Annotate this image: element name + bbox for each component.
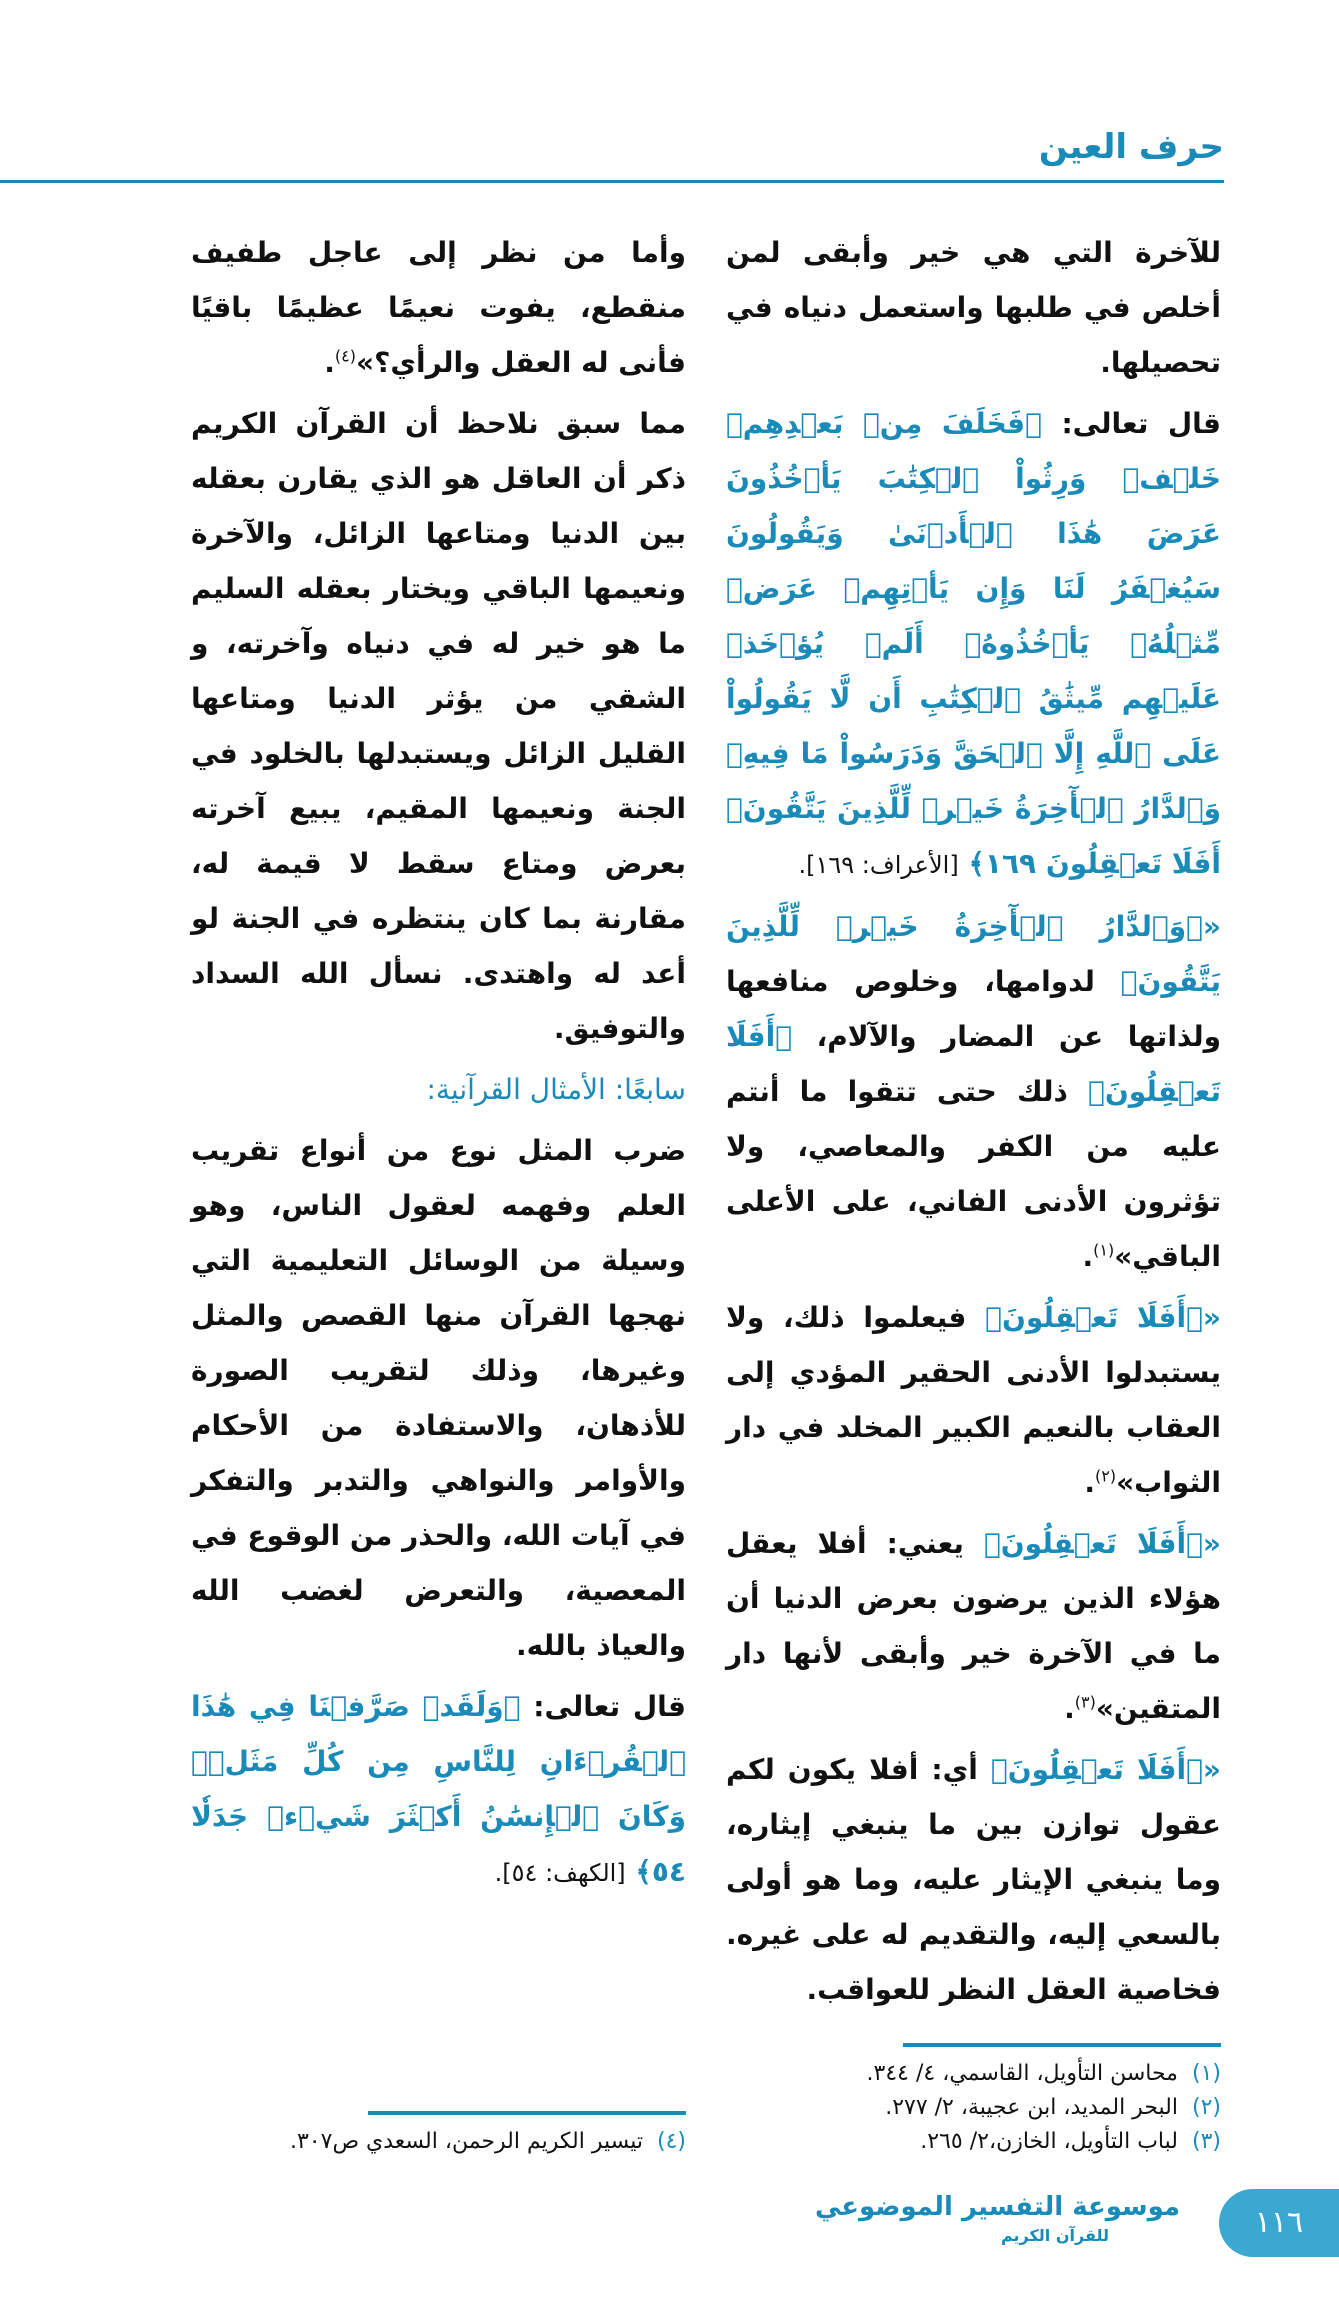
footnotes-right (726, 2023, 1221, 2159)
paragraph: «﴿أَفَلَا تَعۡقِلُونَ﴾ فيعلموا ذلك، ولا يستبدلوا الأدنى الحقير المؤدي إلى العقاب بالنعيم الكبير المخلد في دار الثواب»$^{(٢)}$. (726, 1301, 1221, 1499)
chapter-title: حرف العين (1038, 127, 1224, 167)
footnote-rule (368, 2111, 686, 2115)
footnote (726, 2125, 1221, 2159)
logo-title: موسوعة التفسير الموضوعي (814, 2192, 1180, 2222)
footnote-rule (903, 2043, 1221, 2047)
footnote-text: محاسن التأويل، القاسمي، ٤/ ٣٤٤. (866, 2061, 1178, 2086)
page-footer (0, 2189, 1339, 2279)
footnote (191, 2125, 686, 2159)
text: يعني: أفلا يعقل هؤلاء الذين يرضون بعرض الدنيا أن ما في الآخرة خير وأبقى لأنها دار المتقين» (726, 1527, 1221, 1725)
page-header (0, 0, 1339, 185)
right-column (726, 225, 1221, 2159)
footnote-number: (٢) (1191, 2095, 1221, 2120)
intro-text: قال تعالى: (1061, 407, 1221, 440)
quran-verse: ﴿أَفَلَا تَعۡقِلُونَ﴾ (726, 1020, 1221, 1108)
text: لدوامها، وخلوص منافعها ولذاتها عن المضار والآلام، (726, 965, 1222, 1053)
footnote-text: تيسير الكريم الرحمن، السعدي ص٣٠٧. (289, 2129, 643, 2154)
footnote-ref[interactable]: (١) (1093, 1240, 1115, 1260)
footnote-number: (٣) (1191, 2129, 1221, 2154)
paragraph: للآخرة التي هي خير وأبقى لمن أخلص في طلبها واستعمل دنياه في تحصيلها. (726, 236, 1221, 379)
paragraph: وأما من نظر إلى عاجل طفيف منقطع، يفوت نعيمًا عظيمًا باقيًا فأنى له العقل والرأي؟»$^{(٤)}$. (191, 236, 686, 379)
quran-verse: ﴿فَخَلَفَ مِنۢ بَعۡدِهِمۡ خَلۡفٞ وَرِثُواْ ٱلۡكِتَٰبَ يَأۡخُذُونَ عَرَضَ هَٰذَا ٱلۡأَدۡنَىٰ وَيَقُولُونَ سَيُغۡفَرُ لَنَا وَإِن يَأۡتِهِمۡ عَرَضٞ مِّثۡلُهُۥ يَأۡخُذُوهُۚ أَلَمۡ يُؤۡخَذۡ عَلَيۡهِم مِّيثَٰقُ ٱلۡكِتَٰبِ أَن لَّا يَقُولُواْ عَلَى ٱللَّهِ إِلَّا ٱلۡحَقَّ وَدَرَسُواْ مَا فِيهِۗ وَٱلدَّارُ ٱلۡأٓخِرَةُ خَيۡرٞ لِّلَّذِينَ يَتَّقُونَۚ أَفَلَا تَعۡقِلُونَ ١٦٩﴾ (726, 407, 1221, 880)
footnote-text: لباب التأويل، الخازن،٢/ ٢٦٥. (920, 2129, 1178, 2154)
verse-reference: [الكهف: ٥٤]. (494, 1859, 626, 1887)
header-rule (0, 180, 1224, 183)
intro-text: قال تعالى: (533, 1690, 687, 1723)
paragraph (191, 1679, 686, 1901)
section-heading: سابعًا: الأمثال القرآنية: (426, 1073, 686, 1106)
quran-verse: ﴿وَلَقَدۡ صَرَّفۡنَا فِي هَٰذَا ٱلۡقُرۡءَانِ لِلنَّاسِ مِن كُلِّ مَثَلٖۚ وَكَانَ ٱلۡإِنسَٰنُ أَكۡثَرَ شَيۡءٖ جَدَلٗا ٥٤﴾ (191, 1690, 686, 1888)
text: وأما من نظر إلى عاجل طفيف منقطع، يفوت نعيمًا عظيمًا باقيًا فأنى له العقل والرأي؟» (191, 236, 686, 379)
paragraph: ضرب المثل نوع من أنواع تقريب العلم وفهمه لعقول الناس، وهو وسيلة من الوسائل التعليمية التي نهجها القرآن منها القصص والمثل وغيرها، وذلك لتقريب الصورة للأذهان، والاستفادة من الأحكام والأوامر والنواهي والتدبر والتفكر في آيات الله، والحذر من الوقوع في المعصية، والتعرض لغضب الله والعياذ بالله. (191, 1134, 686, 1662)
footnotes-left (191, 2091, 686, 2159)
footnote-text: البحر المديد، ابن عجيبة، ٢/ ٢٧٧. (885, 2095, 1178, 2120)
columns (0, 185, 1339, 2159)
quran-verse: «﴿أَفَلَا تَعۡقِلُونَ﴾ (983, 1527, 1221, 1560)
paragraph: مما سبق نلاحظ أن القرآن الكريم ذكر أن العاقل هو الذي يقارن بعقله بين الدنيا ومتاعها الزائل، والآخرة ونعيمها الباقي ويختار بعقله السليم ما هو خير له في دنياه وآخرته، و الشقي من يؤثر الدنيا ومتاعها القليل الزائل ويستبدلها بالخلود في الجنة ونعيمها المقيم، يبيع آخرته بعرض ومتاع سقط لا قيمة له، مقارنة بما كان ينتظره في الجنة لو أعد له واهتدى. نسأل الله السداد والتوفيق. (191, 407, 686, 1045)
encyclopedia-logo (814, 2189, 1180, 2247)
page-number-badge: ١١٦ (1219, 2189, 1339, 2257)
left-column (191, 225, 686, 2159)
footnote (726, 2057, 1221, 2091)
quran-verse: «﴿أَفَلَا تَعۡقِلُونَ﴾ (990, 1753, 1221, 1786)
left-column-body (191, 225, 686, 1907)
paragraph: «﴿وَٱلدَّارُ ٱلۡأٓخِرَةُ خَيۡرٞ لِّلَّذِينَ يَتَّقُونَ﴾ لدوامها، وخلوص منافعها ولذاتها عن المضار والآلام، ﴿أَفَلَا تَعۡقِلُونَ﴾ ذلك حتى تتقوا ما أنتم عليه من الكفر والمعاصي، ولا تؤثرون الأدنى الفاني، على الأعلى الباقي»$^{(١)}$. (726, 910, 1222, 1273)
footnote-number: (٤) (656, 2129, 686, 2154)
right-column-body (726, 225, 1221, 2023)
logo-subtitle: للقرآن الكريم (1000, 2226, 1110, 2245)
paragraph: «﴿أَفَلَا تَعۡقِلُونَ﴾ يعني: أفلا يعقل هؤلاء الذين يرضون بعرض الدنيا أن ما في الآخرة خير وأبقى لأنها دار المتقين»$^{(٣)}$. (726, 1527, 1221, 1725)
text: فيعلموا ذلك، ولا يستبدلوا الأدنى الحقير المؤدي إلى العقاب بالنعيم الكبير المخلد في دار الثواب» (726, 1301, 1221, 1499)
verse-reference: [الأعراف: ١٦٩]. (798, 851, 959, 879)
footnote-ref[interactable]: (٣) (1074, 1692, 1096, 1712)
text: ذلك حتى تتقوا ما أنتم عليه من الكفر والمعاصي، ولا تؤثرون الأدنى الفاني، على الأعلى الباقي» (726, 1075, 1221, 1273)
footnote (726, 2091, 1221, 2125)
paragraph (726, 396, 1221, 893)
paragraph (726, 1742, 1221, 2017)
quran-verse: «﴿وَٱلدَّارُ ٱلۡأٓخِرَةُ خَيۡرٞ لِّلَّذِينَ يَتَّقُونَ﴾ (726, 910, 1221, 998)
footnote-ref[interactable]: (٤) (334, 346, 356, 366)
quran-verse: «﴿أَفَلَا تَعۡقِلُونَ﴾ (985, 1301, 1221, 1334)
footnote-number: (١) (1191, 2061, 1221, 2086)
footnote-ref[interactable]: (٢) (1094, 1466, 1117, 1486)
text: أي: أفلا يكون لكم عقول توازن بين ما ينبغي إيثاره، وما ينبغي الإيثار عليه، وما هو أولى بالسعي إليه، والتقديم له على غيره. فخاصية العقل النظر للعواقب. (726, 1753, 1221, 2006)
